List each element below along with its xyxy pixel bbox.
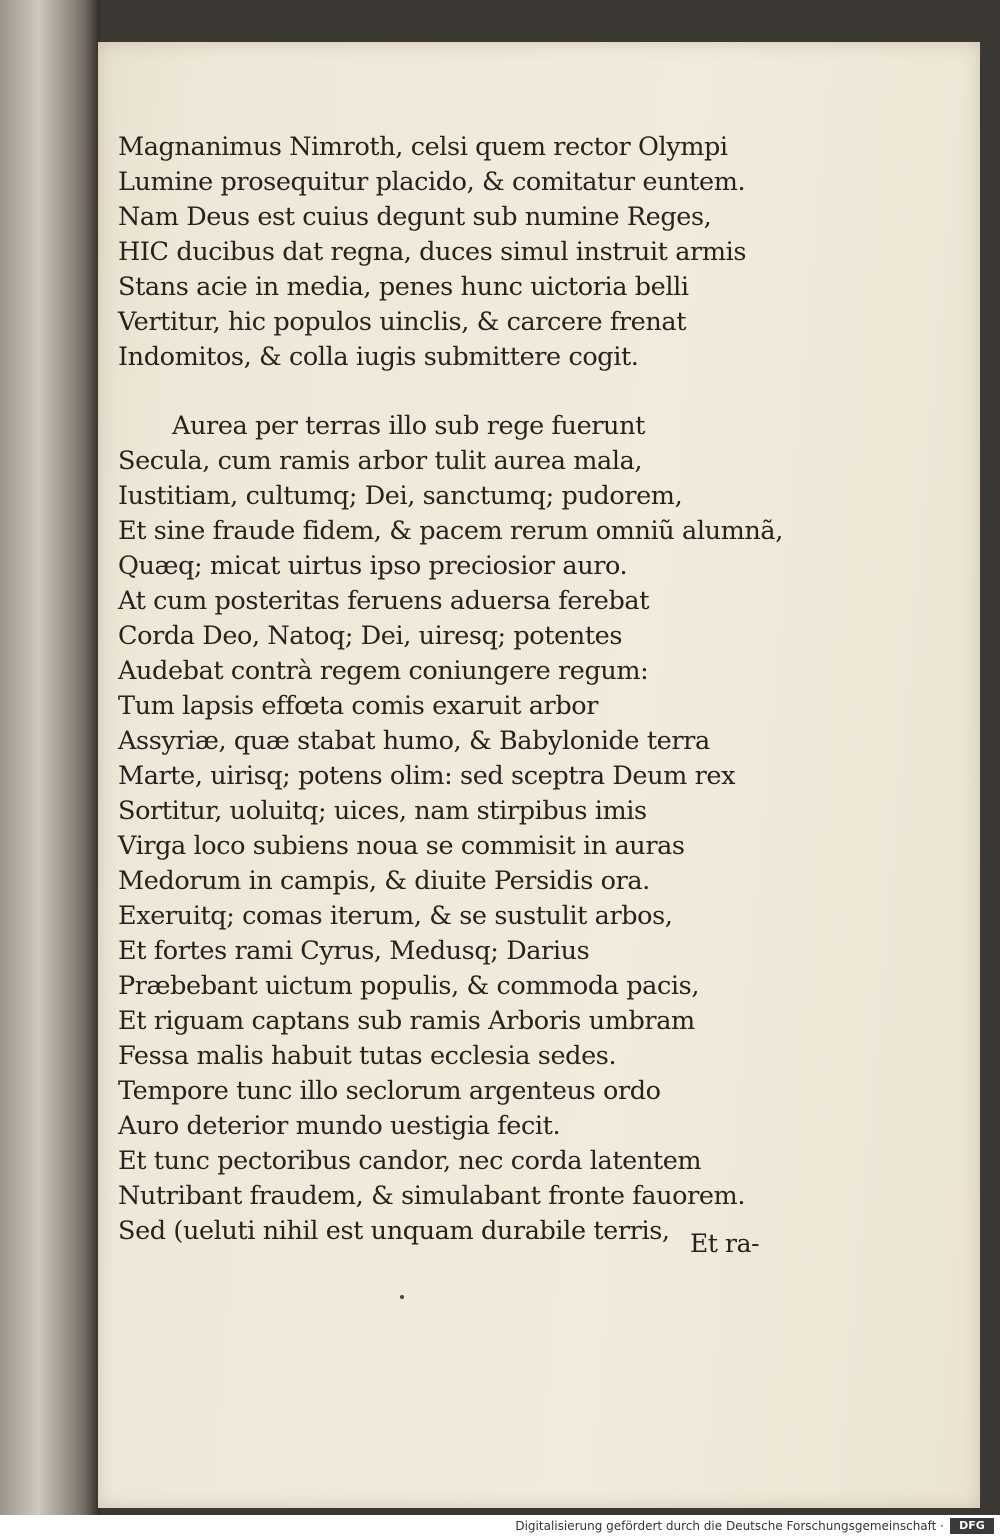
verse-line: Stans acie in media, penes hunc uictoria belli bbox=[118, 272, 689, 302]
funding-credit: Digitalisierung gefördert durch die Deutsche Forschungsgemeinschaft · bbox=[515, 1519, 944, 1533]
dfg-logo-icon: DFG bbox=[950, 1518, 994, 1534]
catchword: Et ra- bbox=[690, 1229, 760, 1258]
verse-line: Sortitur, uoluitq; uices, nam stirpibus imis bbox=[118, 796, 647, 826]
verse-line: Exeruitq; comas iterum, & se sustulit arbos, bbox=[118, 901, 673, 931]
verse-line: HIC ducibus dat regna, duces simul instruit armis bbox=[118, 237, 747, 267]
verse-line: Secula, cum ramis arbor tulit aurea mala, bbox=[118, 446, 643, 476]
verse-line: Magnanimus Nimroth, celsi quem rector Olympi bbox=[118, 132, 728, 162]
verse-line: Tum lapsis effœta comis exaruit arbor bbox=[118, 691, 598, 721]
verse-line: Fessa malis habuit tutas ecclesia sedes. bbox=[118, 1041, 617, 1071]
verse-line: Audebat contrà regem coniungere regum: bbox=[118, 656, 649, 686]
verse-line: Quæq; micat uirtus ipso preciosior auro. bbox=[118, 551, 628, 581]
book-spine bbox=[0, 0, 96, 1515]
verse-line: Sed (ueluti nihil est unquam durabile terris, bbox=[118, 1216, 670, 1246]
verse-line: Et tunc pectoribus candor, nec corda latentem bbox=[118, 1146, 702, 1176]
verse-line: Corda Deo, Natoq; Dei, uiresq; potentes bbox=[118, 621, 623, 651]
verse-line: Tempore tunc illo seclorum argenteus ordo bbox=[118, 1076, 661, 1106]
verse-line: Vertitur, hic populos uinclis, & carcere frenat bbox=[118, 307, 687, 337]
verse-line: Virga loco subiens noua se commisit in auras bbox=[118, 831, 685, 861]
verse-line: Lumine prosequitur placido, & comitatur euntem. bbox=[118, 167, 746, 197]
verse-line: At cum posteritas feruens aduersa ferebat bbox=[118, 586, 650, 616]
footer-bar bbox=[0, 1515, 1000, 1538]
verse-line: Auro deterior mundo uestigia fecit. bbox=[118, 1111, 561, 1141]
ink-dot bbox=[400, 1295, 404, 1299]
verse-line: Et sine fraude fidem, & pacem rerum omniũ alumnã, bbox=[118, 516, 783, 546]
verse-line: Aurea per terras illo sub rege fuerunt bbox=[172, 411, 645, 441]
verse-line: Iustitiam, cultumq; Dei, sanctumq; pudorem, bbox=[118, 481, 683, 511]
verse-line: Assyriæ, quæ stabat humo, & Babylonide terra bbox=[118, 726, 710, 756]
verse-line: Præbebant uictum populis, & commoda pacis, bbox=[118, 971, 700, 1001]
stanza-break bbox=[118, 375, 818, 409]
verse-line: Et fortes rami Cyrus, Medusq; Darius bbox=[118, 936, 590, 966]
verse-line: Nam Deus est cuius degunt sub numine Reges, bbox=[118, 202, 712, 232]
verse-line: Nutribant fraudem, & simulabant fronte fauorem. bbox=[118, 1181, 746, 1211]
poem-text bbox=[118, 130, 818, 1249]
verse-line: Indomitos, & colla iugis submittere cogit. bbox=[118, 342, 639, 372]
verse-line: Et riguam captans sub ramis Arboris umbram bbox=[118, 1006, 695, 1036]
verse-line: Marte, uirisq; potens olim: sed sceptra Deum rex bbox=[118, 761, 736, 791]
verse-line: Medorum in campis, & diuite Persidis ora. bbox=[118, 866, 650, 896]
